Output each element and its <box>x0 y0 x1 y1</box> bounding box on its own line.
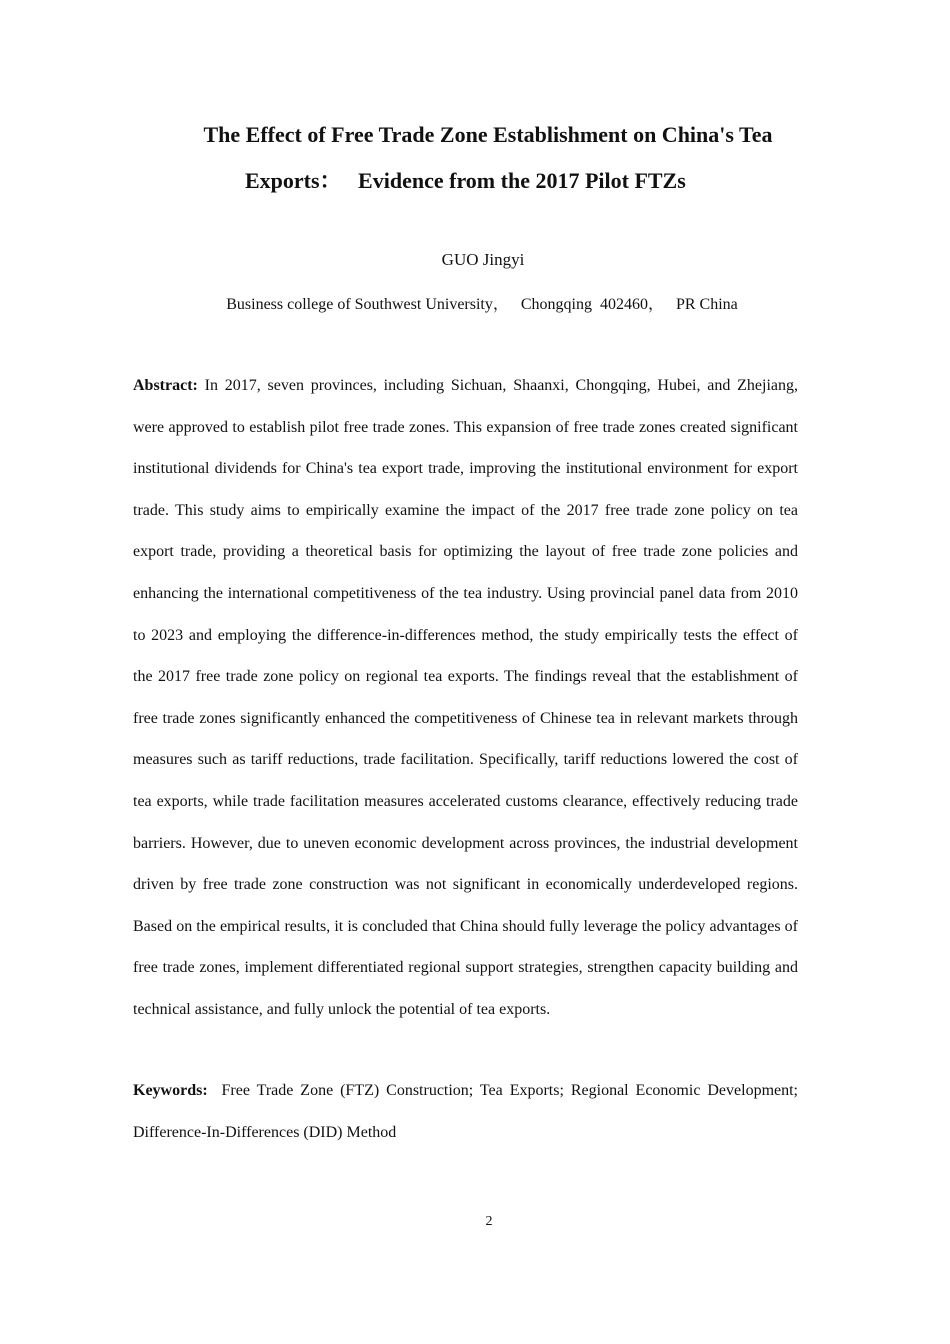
abstract-text: In 2017, seven provinces, including Sichuan, Shaanxi, Chongqing, Hubei, and Zhejiang, were approved to establish pilot free trade zones. This expansion of free trade zones created significant institutional dividends for China's tea export trade, improving the institutional environment for export trade. This study aims to empirically examine the impact of the 2017 free trade zone policy on tea export trade, providing a theoretical basis for optimizing the layout of free trade zone policies and enhancing the international competitiveness of the tea industry. Using provincial panel data from 2010 to 2023 and employing the difference-in-differences method, the study empirically tests the effect of the 2017 free trade zone policy on regional tea exports. The findings reveal that the establishment of free trade zones significantly enhanced the competitiveness of Chinese tea in relevant markets through measures such as tariff reductions, trade facilitation. Specifically, tariff reductions lowered the cost of tea exports, while trade facilitation measures accelerated customs clearance, effectively reducing trade barriers. However, due to uneven economic development across provinces, the industrial development driven by free trade zone construction was not significant in economically underdeveloped regions. Based on the empirical results, it is concluded that China should fully leverage the policy advantages of free trade zones, implement differentiated regional support strategies, strengthen capacity building and technical assistance, and fully unlock the potential of tea exports. <box>133 377 799 1018</box>
author-name: GUO Jingyi <box>441 250 525 269</box>
page-number: 2 <box>485 1214 493 1229</box>
author-affiliation: Business college of Southwest University， Chongqing 402460， PR China <box>226 296 738 313</box>
abstract-paragraph <box>133 365 798 1031</box>
paper-title-line-2: Exports： Evidence from the 2017 Pilot FTZs <box>245 168 686 193</box>
keywords-label: Keywords: <box>133 1082 208 1099</box>
keywords-text: Free Trade Zone (FTZ) Construction; Tea Exports; Regional Economic Development; Difference-In-Differences (DID) Method <box>133 1082 798 1141</box>
keywords-paragraph <box>133 1070 798 1153</box>
abstract-label: Abstract: <box>133 377 198 394</box>
paper-title-line-1: The Effect of Free Trade Zone Establishment on China's Tea <box>203 122 773 147</box>
